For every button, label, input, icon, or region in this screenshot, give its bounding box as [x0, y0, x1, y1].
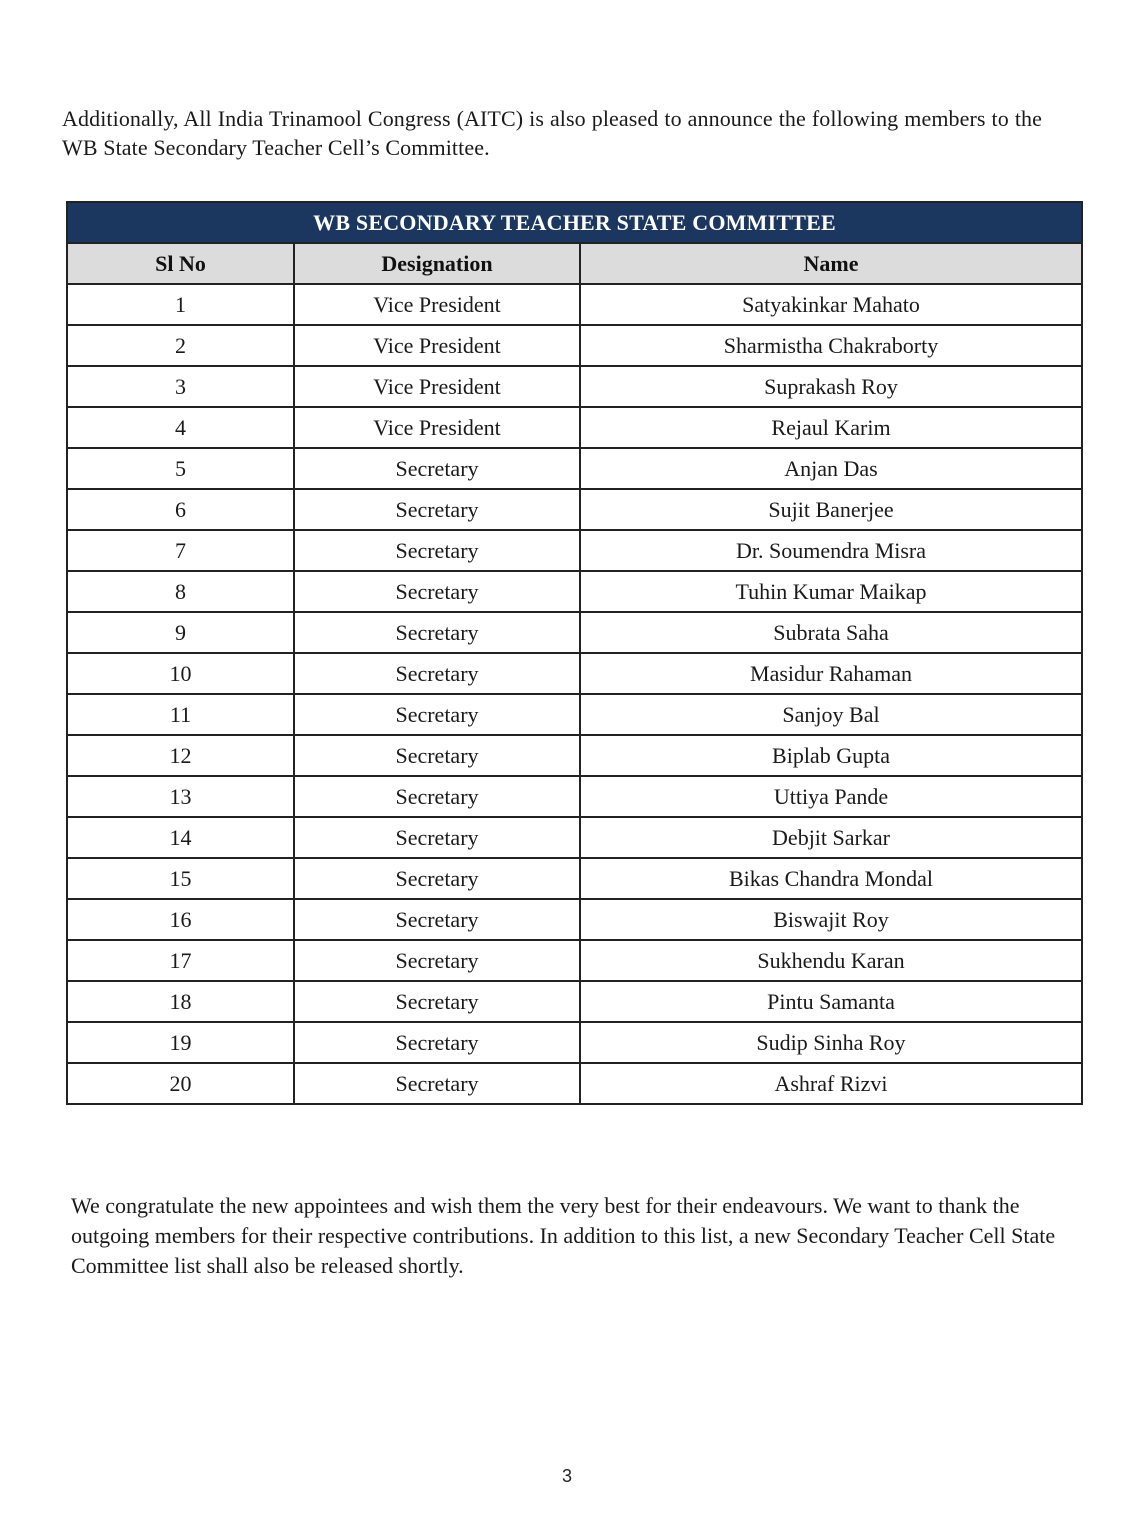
- cell-sl-no: 13: [67, 776, 294, 817]
- table-row: [67, 776, 1082, 817]
- table-row: [67, 571, 1082, 612]
- table-title: WB SECONDARY TEACHER STATE COMMITTEE: [67, 202, 1082, 243]
- cell-designation: Secretary: [294, 858, 580, 899]
- cell-name: Masidur Rahaman: [580, 653, 1082, 694]
- cell-name: Sharmistha Chakraborty: [580, 325, 1082, 366]
- cell-designation: Secretary: [294, 817, 580, 858]
- cell-designation: Secretary: [294, 530, 580, 571]
- cell-designation: Secretary: [294, 981, 580, 1022]
- cell-sl-no: 3: [67, 366, 294, 407]
- cell-designation: Secretary: [294, 940, 580, 981]
- table-row: [67, 981, 1082, 1022]
- cell-designation: Secretary: [294, 448, 580, 489]
- cell-sl-no: 8: [67, 571, 294, 612]
- cell-sl-no: 2: [67, 325, 294, 366]
- table-row: [67, 1022, 1082, 1063]
- cell-name: Satyakinkar Mahato: [580, 284, 1082, 325]
- cell-sl-no: 5: [67, 448, 294, 489]
- table-row: [67, 366, 1082, 407]
- cell-sl-no: 4: [67, 407, 294, 448]
- table-row: [67, 284, 1082, 325]
- intro-paragraph: Additionally, All India Trinamool Congress (AITC) is also pleased to announce the following members to the WB State Secondary Teacher Cell’s Committee.: [62, 106, 1042, 160]
- cell-name: Biplab Gupta: [580, 735, 1082, 776]
- table-row: [67, 612, 1082, 653]
- cell-name: Sanjoy Bal: [580, 694, 1082, 735]
- cell-designation: Secretary: [294, 735, 580, 776]
- cell-designation: Secretary: [294, 694, 580, 735]
- cell-designation: Secretary: [294, 776, 580, 817]
- cell-name: Tuhin Kumar Maikap: [580, 571, 1082, 612]
- table-row: [67, 899, 1082, 940]
- cell-designation: Secretary: [294, 1063, 580, 1104]
- table-row: [67, 940, 1082, 981]
- cell-designation: Secretary: [294, 571, 580, 612]
- cell-sl-no: 16: [67, 899, 294, 940]
- table-row: [67, 489, 1082, 530]
- cell-sl-no: 10: [67, 653, 294, 694]
- cell-sl-no: 9: [67, 612, 294, 653]
- cell-name: Subrata Saha: [580, 612, 1082, 653]
- cell-sl-no: 6: [67, 489, 294, 530]
- table-row: [67, 735, 1082, 776]
- cell-sl-no: 11: [67, 694, 294, 735]
- cell-designation: Vice President: [294, 284, 580, 325]
- table-title-row: [67, 202, 1082, 243]
- cell-sl-no: 15: [67, 858, 294, 899]
- cell-name: Debjit Sarkar: [580, 817, 1082, 858]
- cell-name: Rejaul Karim: [580, 407, 1082, 448]
- cell-name: Biswajit Roy: [580, 899, 1082, 940]
- cell-sl-no: 18: [67, 981, 294, 1022]
- page-number: 3: [561, 1466, 572, 1486]
- cell-name: Sujit Banerjee: [580, 489, 1082, 530]
- table-row: [67, 407, 1082, 448]
- column-header-designation: Designation: [294, 243, 580, 284]
- cell-designation: Secretary: [294, 653, 580, 694]
- cell-name: Uttiya Pande: [580, 776, 1082, 817]
- cell-name: Sukhendu Karan: [580, 940, 1082, 981]
- cell-name: Suprakash Roy: [580, 366, 1082, 407]
- table-header-row: [67, 243, 1082, 284]
- cell-designation: Secretary: [294, 612, 580, 653]
- cell-sl-no: 19: [67, 1022, 294, 1063]
- cell-sl-no: 14: [67, 817, 294, 858]
- cell-designation: Secretary: [294, 899, 580, 940]
- table-row: [67, 817, 1082, 858]
- cell-sl-no: 17: [67, 940, 294, 981]
- cell-designation: Secretary: [294, 489, 580, 530]
- cell-designation: Secretary: [294, 1022, 580, 1063]
- table-row: [67, 653, 1082, 694]
- table-row: [67, 530, 1082, 571]
- cell-sl-no: 1: [67, 284, 294, 325]
- closing-paragraph: We congratulate the new appointees and wish them the very best for their endeavours. We want to thank the outgoing members for their respective contributions. In addition to this list, a new Secondary Teacher Cell State Committee list shall also be released shortly.: [71, 1193, 1056, 1278]
- column-header-name: Name: [580, 243, 1082, 284]
- table-row: [67, 1063, 1082, 1104]
- cell-designation: Vice President: [294, 407, 580, 448]
- cell-name: Dr. Soumendra Misra: [580, 530, 1082, 571]
- cell-sl-no: 20: [67, 1063, 294, 1104]
- cell-designation: Vice President: [294, 325, 580, 366]
- table-body: [67, 284, 1082, 1104]
- table-row: [67, 694, 1082, 735]
- table-row: [67, 325, 1082, 366]
- cell-name: Bikas Chandra Mondal: [580, 858, 1082, 899]
- cell-name: Anjan Das: [580, 448, 1082, 489]
- cell-designation: Vice President: [294, 366, 580, 407]
- cell-name: Pintu Samanta: [580, 981, 1082, 1022]
- cell-name: Ashraf Rizvi: [580, 1063, 1082, 1104]
- cell-sl-no: 12: [67, 735, 294, 776]
- table-row: [67, 448, 1082, 489]
- column-header-sl-no: Sl No: [67, 243, 294, 284]
- cell-sl-no: 7: [67, 530, 294, 571]
- committee-table: [66, 201, 1083, 1105]
- table-row: [67, 858, 1082, 899]
- cell-name: Sudip Sinha Roy: [580, 1022, 1082, 1063]
